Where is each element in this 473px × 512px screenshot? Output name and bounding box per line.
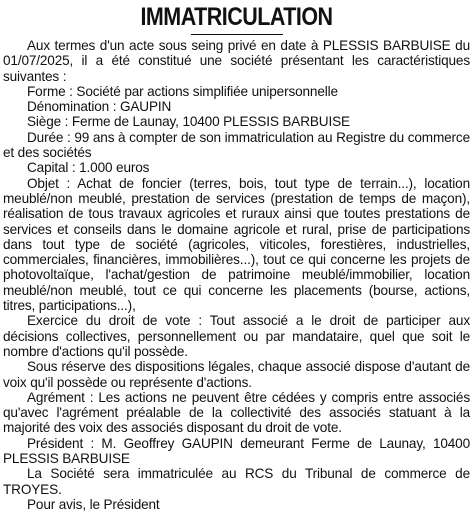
form-line: Forme : Société par actions simplifiée unipersonnelle bbox=[27, 83, 338, 99]
notice-body bbox=[3, 38, 470, 512]
approval-paragraph: Agrément : Les actions ne peuvent être cédées y compris entre associés qu'avec l'agrément préalable de la collectivité des associés statuant à la majorité des voix des associés disposant du droit de vote. bbox=[3, 389, 470, 436]
registration-line: La Société sera immatriculée au RCS du Tribunal de commerce de TROYES. bbox=[3, 466, 470, 497]
notice-title: IMMATRICULATION bbox=[140, 3, 333, 31]
intro-paragraph: Aux termes d'un acte sous seing privé en date à PLESSIS BARBUISE du 01/07/2025, il a été constitué une société présentant les caractéristiques suivantes : bbox=[3, 38, 470, 84]
signature-line: Pour avis, le Président bbox=[27, 496, 160, 512]
purpose-paragraph: Objet : Achat de foncier (terres, bois, tout type de terrain...), location meublé/non meublé, prestation de services (prestation de temps de maçon), réalisation de tous travaux agricoles et ruraux ainsi que toutes prestations de services et conseils dans le domaine agricole et rural, prise de participations dans tout type de société (agricoles, viticoles, forestières, industrielles, commerciales, financières, immobilières...), tout ce qui concerne les projets de photovoltaïque, l'achat/gestion de patrimoine meublé/immobilier, location meublé/non meublé, tout ce qui concerne les placements (bourse, actions, titres, participations...), bbox=[3, 175, 470, 314]
title-underline bbox=[191, 34, 283, 35]
name-line: Dénomination : GAUPIN bbox=[27, 99, 172, 115]
legal-notice bbox=[3, 2, 470, 512]
headquarters-line: Siège : Ferme de Launay, 10400 PLESSIS BARBUISE bbox=[27, 114, 350, 130]
voting-rights-paragraph: Exercice du droit de vote : Tout associé a le droit de participer aux décisions collectives, personnellement ou par mandataire, quel que soit le nombre d'actions qu'il possède. bbox=[3, 313, 470, 359]
capital-line: Capital : 1.000 euros bbox=[27, 160, 150, 176]
duration-line: Durée : 99 ans à compter de son immatriculation au Registre du commerce et des sociétés bbox=[3, 129, 470, 161]
president-line: Président : M. Geoffrey GAUPIN demeurant Ferme de Launay, 10400 PLESSIS BARBUISE bbox=[3, 435, 470, 467]
votes-paragraph: Sous réserve des dispositions légales, chaque associé dispose d'autant de voix qu'il possède ou représente d'actions. bbox=[3, 359, 470, 390]
